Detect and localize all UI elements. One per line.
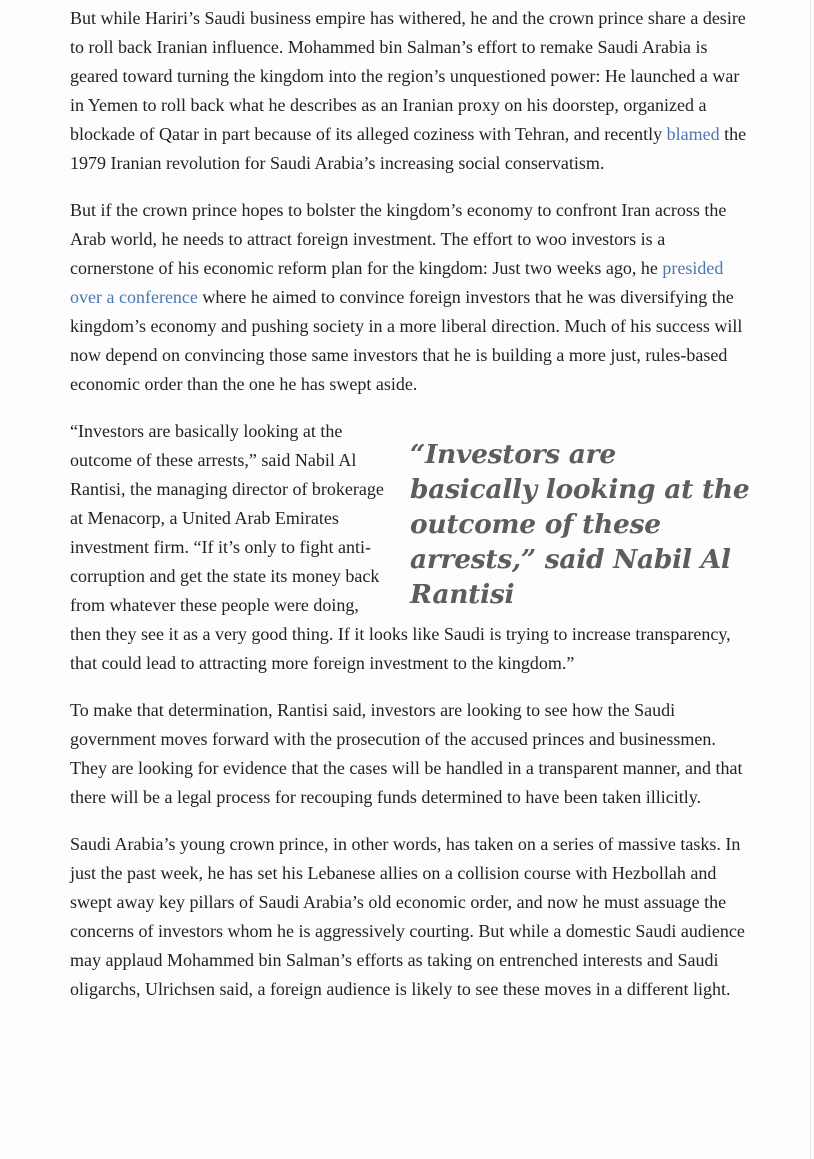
paragraph-1-text-end: the 1979 Iranian revolution for Saudi Arabia’s increasing social conservatism.	[70, 124, 747, 173]
paragraph-1	[70, 4, 750, 178]
paragraph-1-text-start: But while Hariri’s Saudi business empire has withered, he and the crown prince share a desire to roll back Iranian influence. Mohammed bin Salman’s effort to remake Saudi Arabia is geared toward turning the kingdom into the region’s unquestioned power: He launched a war in Yemen to roll back what he describes as an Iranian proxy on his doorstep, organized a blockade of Qatar in part because of its alleged coziness with Tehran, and recently	[70, 8, 746, 144]
paragraph-2-text-start: But if the crown prince hopes to bolster the kingdom’s economy to confront Iran across the Arab world, he needs to attract foreign investment. The effort to woo investors is a cornerstone of his economic reform plan for the kingdom: Just two weeks ago, he	[70, 200, 727, 278]
article-body	[70, 4, 750, 1022]
paragraph-2	[70, 196, 750, 399]
paragraph-2-text-end: where he aimed to convince foreign investors that he was diversifying the kingdom’s economy and pushing society in a more liberal direction. Much of his success will now depend on convincing those same investors that he is building a more just, rules-based economic order than the one he has swept aside.	[70, 287, 743, 394]
paragraph-5: Saudi Arabia’s young crown prince, in other words, has taken on a series of massive tasks. In just the past week, he has set his Lebanese allies on a collision course with Hezbollah and swept away key pillars of Saudi Arabia’s old economic order, and now he must assuage the concerns of investors whom he is aggressively courting. But while a domestic Saudi audience may applaud Mohammed bin Salman’s efforts as taking on entrenched interests and Saudi oligarchs, Ulrichsen said, a foreign audience is likely to see these moves in a different light.	[70, 834, 745, 999]
conference-link[interactable]: presided over a conference	[70, 258, 724, 307]
pull-quote: “Investors are basically looking at the outcome of these arrests,” said Nabil Al Rantisi	[410, 439, 750, 610]
paragraph-4: To make that determination, Rantisi said, investors are looking to see how the Saudi government moves forward with the prosecution of the accused princes and businessmen. They are looking for evidence that the cases will be handled in a transparent manner, and that there will be a legal process for recouping funds determined to have been taken illicitly.	[70, 700, 743, 807]
blamed-link[interactable]: blamed	[666, 124, 720, 144]
paragraph-3: “Investors are basically looking at the outcome of these arrests,” said Nabil Al Rantisi, the managing director of brokerage at Menacorp, a United Arab Emirates investment firm. “If it’s only to fight anti-corruption and get the state its money back from whatever these people were doing, then they see it as a very good thing. If it looks like Saudi is trying to increase transparency, that could lead to attracting more foreign investment to the kingdom.”	[70, 421, 731, 673]
